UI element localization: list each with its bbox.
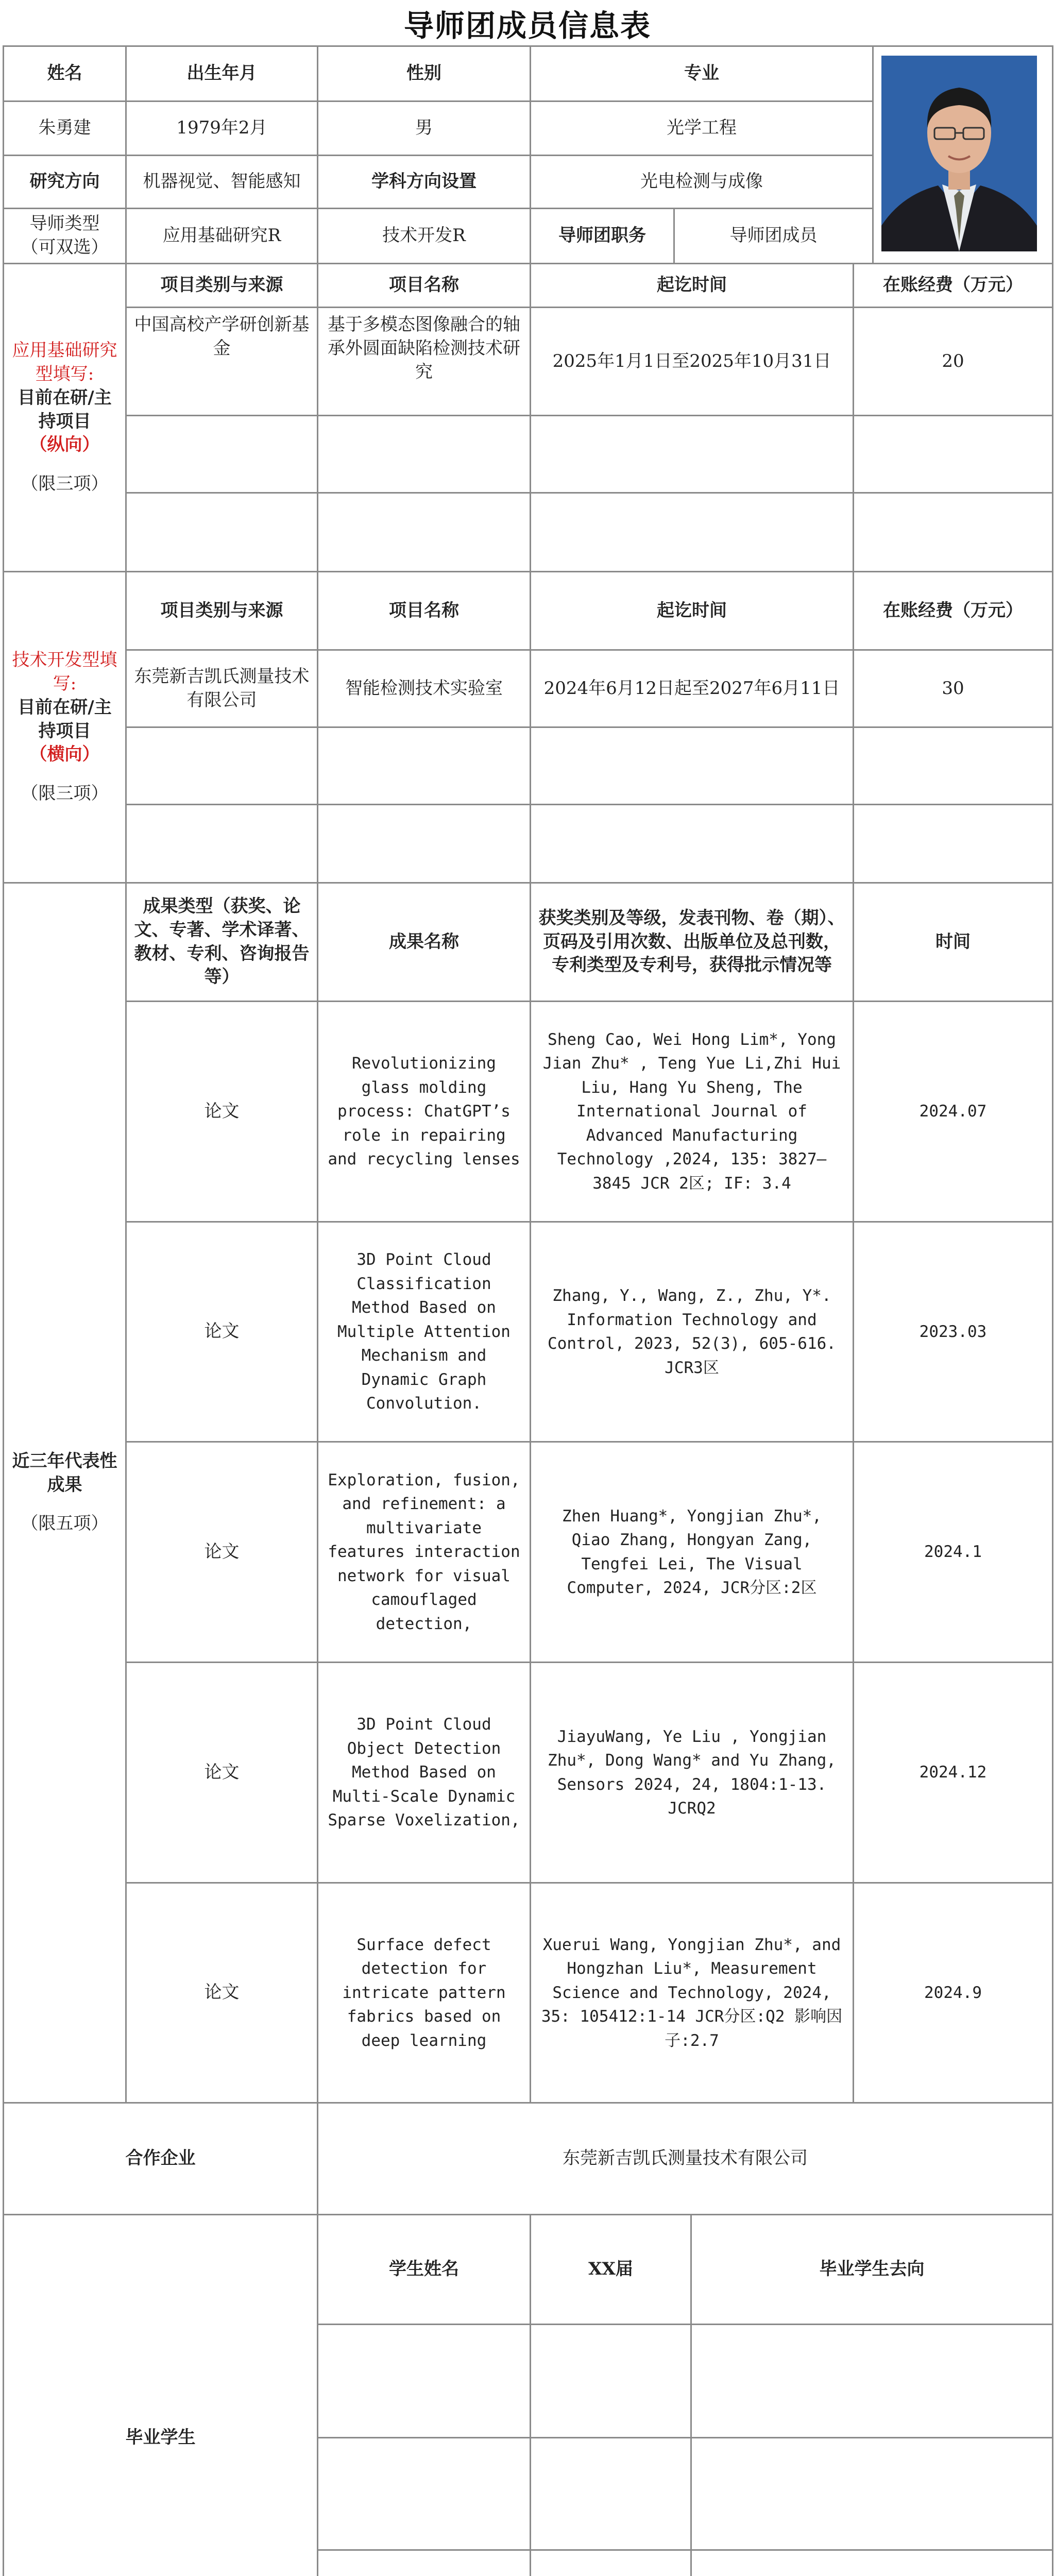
tech-label-paren: （横向）: [29, 744, 100, 765]
tech-row-period: 2024年6月12日起至2027年6月11日: [543, 677, 840, 699]
mentor-type-option-basic: 应用基础研究R: [162, 225, 281, 246]
graduates-col-destination: 毕业学生去向: [819, 2259, 925, 2280]
discipline-label: 学科方向设置: [371, 171, 477, 192]
tech-col-funds: 在账经费（万元）: [883, 600, 1023, 621]
basic-col-name: 项目名称: [389, 275, 459, 296]
tech-label-black: 目前在研/主持项目: [18, 697, 112, 741]
tech-col-period: 起讫时间: [657, 600, 727, 621]
tech-dev-label: [4, 572, 125, 882]
tech-label-red: 技术开发型填写:: [12, 649, 117, 694]
ach-row-3-details: Zhen Huang*, Yongjian Zhu*, Qiao Zhang, Hongyan Zang, Tengfei Lei, The Visual Computer, 2024, JCR分区:2区: [562, 1506, 822, 1597]
name-label: 姓名: [47, 63, 82, 84]
basic-row-source: 中国高校产学研创新基金: [134, 314, 310, 359]
basic-label-limit: （限三项）: [21, 473, 109, 495]
achievements-limit: （限五项）: [21, 1513, 109, 1534]
ach-row-1-type: 论文: [204, 1100, 240, 1122]
ach-row-1-date: 2024.07: [919, 1102, 987, 1121]
ach-row-2-title: 3D Point Cloud Classification Method Based on Multiple Attention Mechanism and Dynamic Graph Convolution.: [337, 1250, 511, 1413]
ach-row-3-type: 论文: [204, 1541, 240, 1562]
basic-research-label: [4, 264, 125, 571]
ach-row-2-date: 2023.03: [919, 1322, 987, 1341]
ach-col-date: 时间: [935, 931, 971, 952]
ach-col-details: 获奖类别及等级，发表刊物、卷（期）、页码及引用次数、出版单位及总刊数，专利类型及专利号，获得批示情况等: [538, 907, 845, 976]
basic-row-funds: 20: [942, 350, 964, 371]
achievements-label-text: 近三年代表性成果: [12, 1450, 117, 1495]
partner-label: 合作企业: [125, 2148, 196, 2169]
graduates-col-name: 学生姓名: [389, 2259, 459, 2280]
ach-row-3-title: Exploration, fusion, and refinement: a multivariate features interaction network for visual camouflaged detection,: [328, 1470, 520, 1633]
major-value: 光学工程: [667, 117, 737, 139]
ach-row-5-type: 论文: [204, 1982, 240, 2003]
ach-row-2-details: Zhang, Y., Wang, Z., Zhu, Y*. Information Technology and Control, 2023, 52(3), 605-616. JCR3区: [548, 1286, 836, 1377]
partner-value: 东莞新吉凯氏测量技术有限公司: [563, 2148, 808, 2169]
ach-row-1-details: Sheng Cao, Wei Hong Lim*, Yong Jian Zhu* , Teng Yue Li,Zhi Hui Liu, Hang Yu Sheng, The International Journal of Advanced Manufacturing Technology ,2024, 135: 3827–3845 JCR 2区; IF: 3.4: [542, 1030, 841, 1193]
basic-col-funds: 在账经费（万元）: [883, 275, 1023, 296]
ach-row-4-details: JiayuWang, Ye Liu , Yongjian Zhu*, Dong Wang* and Yu Zhang, Sensors 2024, 24, 1804:1-13. JCRQ2: [548, 1727, 836, 1818]
birth-label: 出生年月: [186, 63, 257, 84]
ach-row-2-type: 论文: [204, 1321, 240, 1342]
ach-row-3-date: 2024.1: [924, 1543, 982, 1562]
major-label: 专业: [684, 63, 719, 84]
ach-row-4-date: 2024.12: [919, 1763, 987, 1782]
graduates-col-class: XX届: [588, 2259, 633, 2280]
tech-col-name: 项目名称: [389, 600, 459, 621]
mentor-type-option-tech: 技术开发R: [382, 225, 466, 246]
basic-col-period: 起讫时间: [657, 275, 727, 296]
team-role-value: 导师团成员: [729, 225, 818, 246]
basic-col-source: 项目类别与来源: [160, 275, 283, 296]
basic-label-red: 应用基础研究型填写:: [12, 340, 117, 384]
ach-row-5-date: 2024.9: [924, 1983, 982, 2002]
name-value: 朱勇建: [38, 117, 91, 139]
gender-label: 性别: [406, 63, 441, 84]
research-value: 机器视觉、智能感知: [143, 171, 301, 192]
research-label: 研究方向: [29, 171, 100, 192]
ach-col-type: 成果类型（获奖、论文、专著、学术译著、教材、专利、咨询报告等）: [134, 895, 310, 988]
discipline-value: 光电检测与成像: [640, 171, 763, 192]
ach-row-5-details: Xuerui Wang, Yongjian Zhu*, and Hongzhan Liu*, Measurement Science and Technology, 2024, 35: 105412:1-14 JCR分区:Q2 影响因子:2.7: [541, 1935, 843, 2050]
graduates-label: 毕业学生: [125, 2427, 196, 2448]
tech-row-name: 智能检测技术实验室: [345, 677, 503, 699]
ach-row-4-title: 3D Point Cloud Object Detection Method Based on Multi-Scale Dynamic Sparse Voxelization,: [328, 1715, 520, 1830]
gender-value: 男: [415, 117, 433, 139]
tech-row-source: 东莞新吉凯氏测量技术有限公司: [134, 666, 310, 710]
achievements-label: [4, 884, 125, 2102]
basic-row-period: 2025年1月1日至2025年10月31日: [552, 350, 831, 371]
ach-row-5-title: Surface defect detection for intricate pattern fabrics based on deep learning: [342, 1935, 506, 2050]
ach-col-title: 成果名称: [389, 931, 459, 952]
tech-label-limit: （限三项）: [21, 783, 109, 804]
team-role-label: 导师团职务: [558, 225, 646, 246]
portrait-photo: [881, 56, 1037, 251]
ach-row-1-title: Revolutionizing glass molding process: ChatGPT’s role in repairing and recycling lenses: [328, 1054, 520, 1169]
basic-label-black: 目前在研/主持项目: [18, 387, 112, 432]
ach-row-4-type: 论文: [204, 1761, 240, 1783]
mentor-type-label: 导师类型 （可双选）: [21, 213, 109, 258]
basic-label-paren: （纵向）: [29, 434, 100, 455]
basic-row-name: 基于多模态图像融合的轴承外圆面缺陷检测技术研究: [328, 314, 520, 382]
birth-value: 1979年2月: [176, 117, 267, 139]
tech-row-funds: 30: [942, 677, 964, 699]
page-title: 导师团成员信息表: [403, 8, 651, 43]
tech-col-source: 项目类别与来源: [160, 600, 283, 621]
